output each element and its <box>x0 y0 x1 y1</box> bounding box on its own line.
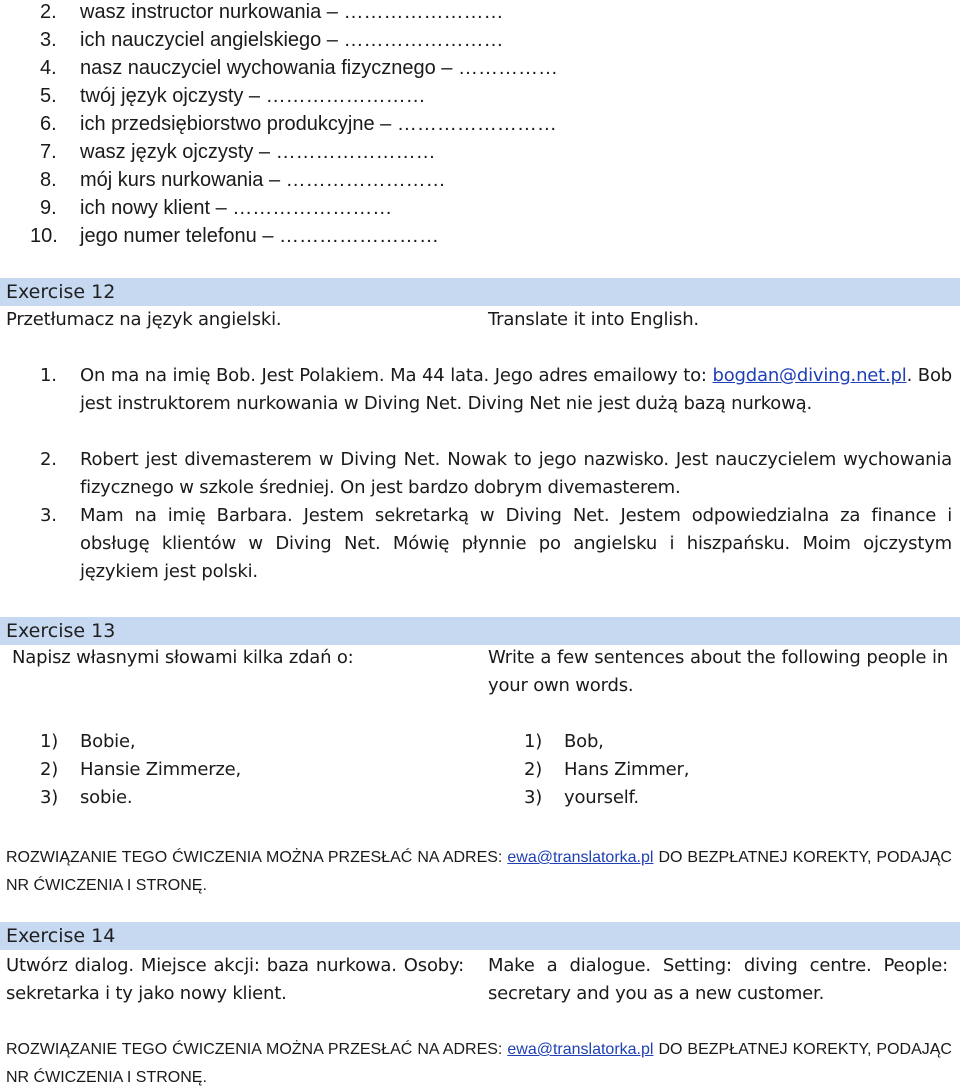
list-item: 1) Bobie, <box>40 731 136 752</box>
exercise-14-header: Exercise 14 <box>0 922 960 950</box>
exercise-13-instruction-en: Write a few sentences about the following people in your own words. <box>488 647 948 696</box>
exercise-12-item-1: 1. On ma na imię Bob. Jest Polakiem. Ma 44 lata. Jego adres emailowy to: bogdan@diving.net.pl. Bob jest instruktorem nurkowania w Diving Net. Diving Net nie jest dużą bazą nurkową. <box>40 365 952 414</box>
exercise-12-instruction-pl: Przetłumacz na język angielski. <box>6 309 282 330</box>
list-item: 1) Bob, <box>524 731 604 752</box>
exercise-13-left-list <box>40 728 241 812</box>
list-item: 2) Hans Zimmer, <box>524 759 690 780</box>
list-item: 9. ich nowy klient – …………………… <box>40 197 393 219</box>
list-item: 3) yourself. <box>524 787 639 808</box>
exercise-14-instruction-pl: Utwórz dialog. Miejsce akcji: baza nurkowa. Osoby: sekretarka i ty jako nowy klient. <box>6 955 464 1004</box>
list-item: 10. jego numer telefonu – …………………… <box>30 225 440 247</box>
exercise-12-header: Exercise 12 <box>0 278 960 306</box>
exercise-12-item-2: 2. Robert jest divemasterem w Diving Net. Nowak to jego nazwisko. Jest nauczycielem wychowania fizycznego w szkole średniej. On jest bardzo dobrym divemasterem. <box>40 449 952 498</box>
exercise-14-instruction-en: Make a dialogue. Setting: diving centre. People: secretary and you as a new customer. <box>488 955 948 1004</box>
list-item: 6. ich przedsiębiorstwo produkcyjne – …………………… <box>40 113 557 135</box>
list-item: 4. nasz nauczyciel wychowania fizycznego – …………… <box>40 57 558 79</box>
correction-notice: ROZWIĄZANIE TEGO ĆWICZENIA MOŻNA PRZESŁAĆ NA ADRES: ewa@translatorka.pl DO BEZPŁATNEJ KOREKTY, PODAJĄC NR ĆWICZENIA I STRONĘ. <box>6 849 952 894</box>
list-item: 2. wasz instructor nurkowania – …………………… <box>40 1 504 23</box>
list-item: 3. ich nauczyciel angielskiego – …………………… <box>40 29 504 51</box>
list-item: 7. wasz język ojczysty – …………………… <box>40 141 436 163</box>
exercise-13-instruction-pl: Napisz własnymi słowami kilka zdań o: <box>12 647 354 668</box>
exercise-12-item-3: 3. Mam na imię Barbara. Jestem sekretarką w Diving Net. Jestem odpowiedzialna za finance i obsługę klientów w Diving Net. Mówię płynnie po angielsku i hiszpańsku. Moim ojczystym językiem jest polski. <box>40 505 952 582</box>
correction-notice: ROZWIĄZANIE TEGO ĆWICZENIA MOŻNA PRZESŁAĆ NA ADRES: ewa@translatorka.pl DO BEZPŁATNEJ KOREKTY, PODAJĄC NR ĆWICZENIA I STRONĘ. <box>6 1041 952 1086</box>
list-item: 5. twój język ojczysty – …………………… <box>40 85 426 107</box>
list-item: 2) Hansie Zimmerze, <box>40 759 242 780</box>
exercise-12-instruction-en: Translate it into English. <box>488 309 699 330</box>
list-item: 3) sobie. <box>40 787 133 808</box>
email-link-ewa[interactable]: ewa@translatorka.pl <box>507 849 654 866</box>
exercise-13-right-list <box>524 728 689 812</box>
list-item: 8. mój kurs nurkowania – …………………… <box>40 169 446 191</box>
email-link-ewa[interactable]: ewa@translatorka.pl <box>507 1041 654 1058</box>
exercise-13-header: Exercise 13 <box>0 617 960 645</box>
email-link-bogdan[interactable]: bogdan@diving.net.pl <box>712 365 907 386</box>
